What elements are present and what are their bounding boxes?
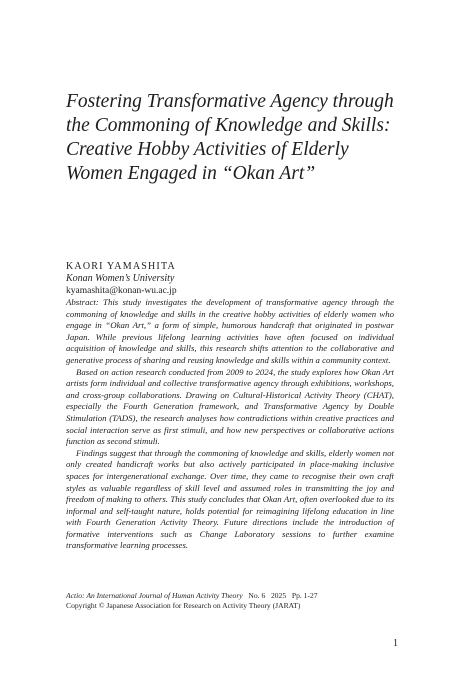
author-name: KAORI YAMASHITA <box>66 261 176 272</box>
journal-citation <box>66 591 396 601</box>
abstract-paragraph: Based on action research conducted from 2009 to 2024, the study explores how Okan Art artists form individual and collective transformative agency through exhibitions, workshops, and cross-group collaborations. Drawing on Cultural-Historical Activity Theory (CHAT), especially the Fourth Generation framework, and Transformative Agency by Double Stimulation (TADS), the research analyses how contradictions within creative practices and social interaction serve as first stimuli, and how new perspectives or collaborative actions function as second stimuli. <box>66 366 394 447</box>
paper-title <box>66 90 416 186</box>
abstract-text: This study investigates the development of transformative agency through the commoning of knowledge and skills in the creative hobby activities of elderly women who engage in “Okan Art,” a form of simple, humorous handcraft that originated in postwar Japan. While previous lifelong learning activities have often focused on individual acquisition of knowledge and skills, this research shifts attention to the collaborative and generative process of sharing and reusing knowledge and skills within a community context. <box>66 297 394 365</box>
journal-pages: Pp. 1-27 <box>291 591 318 600</box>
abstract <box>66 297 394 552</box>
author-email[interactable]: kyamashita@konan-wu.ac.jp <box>66 286 177 296</box>
title-line: the Commoning of Knowledge and Skills: <box>66 115 391 136</box>
journal-footer <box>66 591 396 611</box>
abstract-paragraph <box>66 297 394 367</box>
journal-year: 2025 <box>270 591 287 600</box>
copyright-notice: Copyright © Japanese Association for Research on Activity Theory (JARAT) <box>66 601 301 610</box>
journal-issue: No. 6 <box>248 591 266 600</box>
title-line: Fostering Transformative Agency through <box>66 91 394 112</box>
title-line: Creative Hobby Activities of Elderly <box>66 139 349 160</box>
page-number: 1 <box>393 638 398 649</box>
author-affiliation: Konan Women’s University <box>66 273 175 284</box>
title-line: Women Engaged in “Okan Art” <box>66 163 316 184</box>
abstract-label: Abstract: <box>66 297 99 307</box>
abstract-paragraph: Findings suggest that through the commoning of knowledge and skills, elderly women not only created handicraft works but also actively participated in place-making inclusive spaces for intergenerational exchange. Over time, they came to recognise their own craft styles as valuable regardless of skill level and assumed roles in transmitting the joy and freedom of making to others. This study concludes that Okan Art, often overlooked due to its informal and self-taught nature, holds potential for reimagining lifelong education in line with Fourth Generation Activity Theory. Future directions include the introduction of formative interventions such as Change Laboratory sessions to further examine transformative learning processes. <box>66 447 394 551</box>
author-block <box>66 260 396 297</box>
journal-name: Actio: An International Journal of Human Activity Theory <box>66 591 243 600</box>
